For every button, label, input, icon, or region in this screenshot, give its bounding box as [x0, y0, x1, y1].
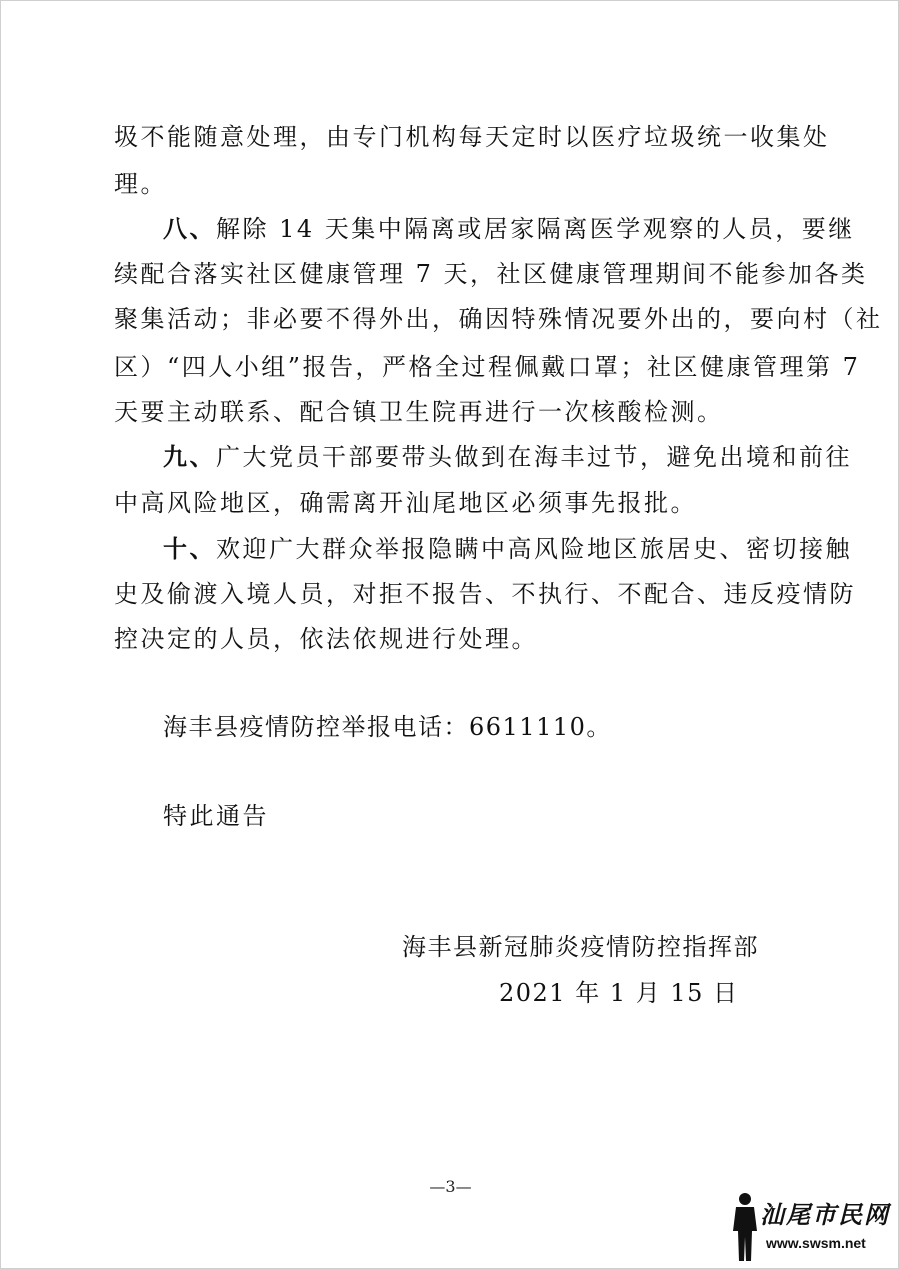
- paragraph-line: 理。: [114, 170, 167, 198]
- person-silhouette-icon: [728, 1191, 762, 1263]
- paragraph-line: 圾不能随意处理，由专门机构每天定时以医疗垃圾统一收集处: [114, 123, 830, 151]
- paragraph-line: 区）“四人小组”报告，严格全过程佩戴口罩；社区健康管理第 7: [114, 353, 861, 381]
- site-watermark: [728, 1191, 893, 1263]
- paragraph-line: 史及偷渡入境人员，对拒不报告、不执行、不配合、违反疫情防: [114, 580, 856, 608]
- watermark-title: 汕尾市民网: [760, 1200, 890, 1229]
- item-heading-10: 十、: [163, 534, 216, 563]
- paragraph-line: 续配合落实社区健康管理 7 天，社区健康管理期间不能参加各类: [114, 260, 868, 288]
- signature-organization: 海丰县新冠肺炎疫情防控指挥部: [402, 933, 759, 961]
- paragraph-line: 聚集活动；非必要不得外出，确因特殊情况要外出的，要向村（社: [114, 305, 883, 333]
- paragraph-line: 欢迎广大群众举报隐瞒中高风险地区旅居史、密切接触: [216, 535, 852, 563]
- page-number: —3—: [429, 1177, 472, 1196]
- paragraph-line: 解除 14 天集中隔离或居家隔离医学观察的人员，要继: [216, 215, 855, 243]
- closing-text: 特此通告: [163, 802, 269, 830]
- item-heading-8: 八、: [163, 214, 216, 243]
- watermark-url: www.swsm.net: [766, 1235, 866, 1251]
- hotline-text: 海丰县疫情防控举报电话：6611110。: [163, 713, 612, 741]
- paragraph-line: 广大党员干部要带头做到在海丰过节，避免出境和前往: [216, 443, 852, 471]
- signature-date: 2021 年 1 月 15 日: [499, 979, 739, 1007]
- paragraph-line: 中高风险地区，确需离开汕尾地区必须事先报批。: [114, 489, 697, 517]
- paragraph-line: 控决定的人员，依法依规进行处理。: [114, 625, 538, 653]
- paragraph-line: 天要主动联系、配合镇卫生院再进行一次核酸检测。: [114, 398, 724, 426]
- item-heading-9: 九、: [163, 442, 216, 471]
